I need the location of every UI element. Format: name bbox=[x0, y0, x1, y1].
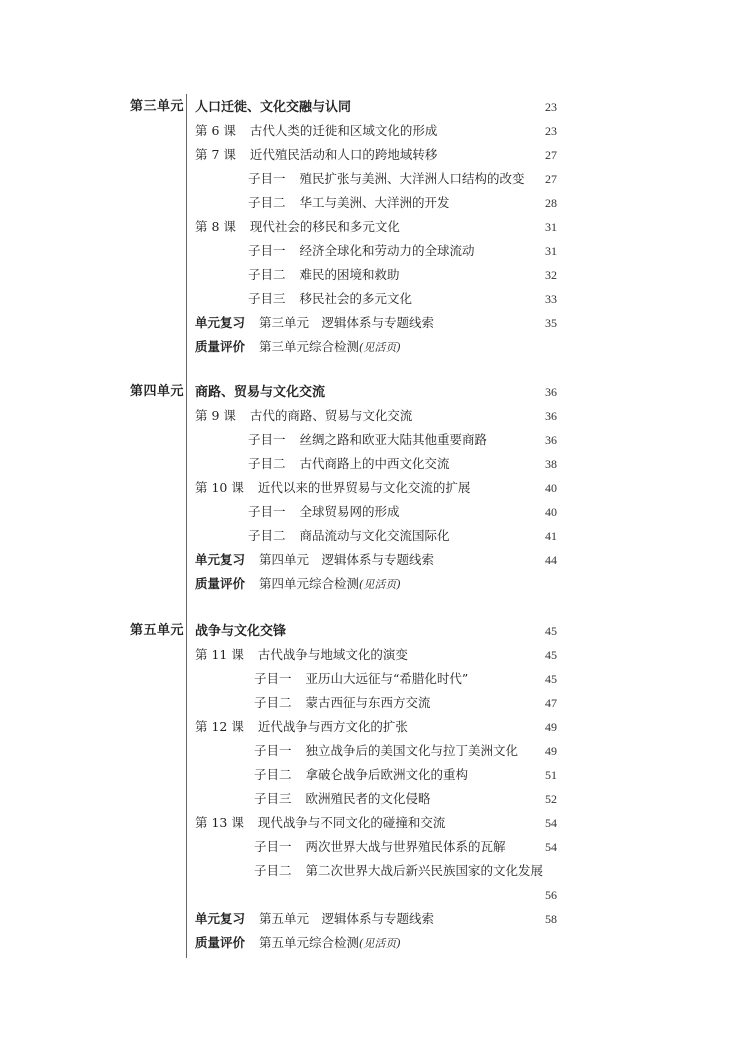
unit-label: 第五单元 bbox=[130, 623, 185, 638]
entry-text: 近代殖民活动和人口的跨地域转移 bbox=[249, 147, 438, 162]
entry-text: 第四单元综合检测 bbox=[259, 576, 360, 591]
lesson-row[interactable] bbox=[195, 121, 557, 141]
page-number: 31 bbox=[545, 220, 557, 234]
page-number: 51 bbox=[545, 768, 557, 782]
entry-text: 第三单元综合检测 bbox=[259, 339, 360, 354]
see-insert-note: (见活页) bbox=[359, 937, 401, 950]
subtopic-row[interactable] bbox=[254, 837, 557, 857]
review-row[interactable] bbox=[195, 337, 557, 357]
review-row[interactable] bbox=[195, 933, 557, 953]
page-number: 38 bbox=[545, 457, 557, 471]
entry-text: 丝绸之路和欧亚大陆其他重要商路 bbox=[299, 432, 488, 447]
subtopic-number: 子目一 bbox=[254, 671, 292, 686]
subtopic-number: 子目一 bbox=[254, 743, 292, 758]
subtopic-row[interactable] bbox=[248, 430, 557, 450]
page-number: 40 bbox=[545, 481, 557, 495]
lesson-number: 第 6 课 bbox=[195, 123, 236, 138]
unit-title: 商路、贸易与文化交流 bbox=[195, 385, 326, 400]
entry-text: 欧洲殖民者的文化侵略 bbox=[305, 791, 431, 806]
lesson-number: 第 13 课 bbox=[195, 815, 244, 830]
page-number: 54 bbox=[545, 840, 557, 854]
entry-text: 经济全球化和劳动力的全球流动 bbox=[299, 243, 475, 258]
page-number: 56 bbox=[545, 888, 557, 902]
lesson-row[interactable] bbox=[195, 645, 557, 665]
subtopic-row[interactable] bbox=[254, 669, 557, 689]
entry-text: 难民的困境和救助 bbox=[299, 267, 400, 282]
page-number: 23 bbox=[545, 124, 557, 138]
subtopic-row[interactable] bbox=[254, 789, 557, 809]
subtopic-row[interactable] bbox=[248, 193, 557, 213]
subtopic-number: 子目三 bbox=[248, 291, 286, 306]
page-number: 40 bbox=[545, 505, 557, 519]
page-number: 33 bbox=[545, 292, 557, 306]
page-number: 52 bbox=[545, 792, 557, 806]
review-row[interactable] bbox=[195, 909, 557, 929]
subtopic-number: 子目二 bbox=[248, 528, 286, 543]
lesson-row[interactable] bbox=[195, 478, 557, 498]
subtopic-row[interactable] bbox=[254, 885, 557, 905]
page-number: 27 bbox=[545, 148, 557, 162]
page-number: 31 bbox=[545, 244, 557, 258]
subtopic-number: 子目二 bbox=[254, 863, 292, 878]
entry-text: 古代战争与地域文化的演变 bbox=[257, 647, 408, 662]
entry-text: 古代商路上的中西文化交流 bbox=[299, 456, 450, 471]
lesson-number: 第 7 课 bbox=[195, 147, 236, 162]
entry-text: 古代的商路、贸易与文化交流 bbox=[249, 408, 413, 423]
page-number: 58 bbox=[545, 912, 557, 926]
entry-text: 现代社会的移民和多元文化 bbox=[249, 219, 400, 234]
subtopic-number: 子目一 bbox=[248, 171, 286, 186]
review-key: 质量评价 bbox=[195, 935, 246, 950]
entry-text: 亚历山大远征与“希腊化时代” bbox=[305, 671, 469, 686]
entry-text: 第三单元 逻辑体系与专题线索 bbox=[259, 315, 435, 330]
subtopic-row[interactable] bbox=[254, 741, 557, 761]
lesson-row[interactable] bbox=[195, 406, 557, 426]
entry-text: 华工与美洲、大洋洲的开发 bbox=[299, 195, 450, 210]
lesson-row[interactable] bbox=[195, 717, 557, 737]
entry-text: 现代战争与不同文化的碰撞和交流 bbox=[257, 815, 446, 830]
see-insert-note: (见活页) bbox=[359, 578, 401, 591]
review-key: 质量评价 bbox=[195, 339, 246, 354]
review-key: 质量评价 bbox=[195, 576, 246, 591]
page-number: 44 bbox=[545, 553, 557, 567]
subtopic-row[interactable] bbox=[248, 526, 557, 546]
review-key: 单元复习 bbox=[195, 552, 246, 567]
entry-text: 商品流动与文化交流国际化 bbox=[299, 528, 450, 543]
subtopic-row[interactable] bbox=[248, 502, 557, 522]
margin-rule bbox=[186, 94, 187, 958]
entry-text: 第五单元 逻辑体系与专题线索 bbox=[259, 911, 435, 926]
see-insert-note: (见活页) bbox=[359, 341, 401, 354]
subtopic-row[interactable] bbox=[248, 289, 557, 309]
page-number: 45 bbox=[545, 648, 557, 662]
subtopic-number: 子目一 bbox=[254, 839, 292, 854]
page-number: 49 bbox=[545, 744, 557, 758]
lesson-row[interactable] bbox=[195, 145, 557, 165]
entry-text: 独立战争后的美国文化与拉丁美洲文化 bbox=[305, 743, 519, 758]
subtopic-number: 子目二 bbox=[254, 695, 292, 710]
unit-label: 第三单元 bbox=[130, 99, 185, 114]
subtopic-row[interactable] bbox=[248, 169, 557, 189]
unit-label: 第四单元 bbox=[130, 384, 185, 399]
entry-text: 古代人类的迁徙和区域文化的形成 bbox=[249, 123, 438, 138]
page-number: 49 bbox=[545, 720, 557, 734]
subtopic-number: 子目二 bbox=[248, 267, 286, 282]
subtopic-row[interactable] bbox=[248, 265, 557, 285]
entry-text: 移民社会的多元文化 bbox=[299, 291, 413, 306]
page-number: 41 bbox=[545, 529, 557, 543]
unit-title: 战争与文化交锋 bbox=[195, 624, 287, 639]
review-row[interactable] bbox=[195, 574, 557, 594]
entry-text: 拿破仑战争后欧洲文化的重构 bbox=[305, 767, 469, 782]
unit-title-row[interactable] bbox=[195, 621, 557, 641]
subtopic-row[interactable] bbox=[254, 861, 557, 881]
review-row[interactable] bbox=[195, 313, 557, 333]
review-key: 单元复习 bbox=[195, 911, 246, 926]
review-row[interactable] bbox=[195, 550, 557, 570]
unit-title: 人口迁徙、文化交融与认同 bbox=[195, 100, 352, 115]
subtopic-row[interactable] bbox=[254, 693, 557, 713]
entry-text: 第五单元综合检测 bbox=[259, 935, 360, 950]
page-number: 27 bbox=[545, 172, 557, 186]
page-number: 28 bbox=[545, 196, 557, 210]
lesson-number: 第 9 课 bbox=[195, 408, 236, 423]
page-number: 23 bbox=[545, 100, 557, 114]
entry-text: 第二次世界大战后新兴民族国家的文化发展 bbox=[305, 863, 544, 878]
page-number: 36 bbox=[545, 409, 557, 423]
subtopic-row[interactable] bbox=[248, 454, 557, 474]
page-number: 36 bbox=[545, 385, 557, 399]
unit-title-row[interactable] bbox=[195, 97, 557, 117]
lesson-row[interactable] bbox=[195, 813, 557, 833]
subtopic-number: 子目三 bbox=[254, 791, 292, 806]
subtopic-number: 子目一 bbox=[248, 504, 286, 519]
page-number: 36 bbox=[545, 433, 557, 447]
subtopic-row[interactable] bbox=[248, 241, 557, 261]
entry-text: 殖民扩张与美洲、大洋洲人口结构的改变 bbox=[299, 171, 525, 186]
entry-text: 近代战争与西方文化的扩张 bbox=[257, 719, 408, 734]
unit-title-row[interactable] bbox=[195, 382, 557, 402]
lesson-row[interactable] bbox=[195, 217, 557, 237]
page-number: 45 bbox=[545, 672, 557, 686]
subtopic-number: 子目二 bbox=[248, 456, 286, 471]
entry-text: 近代以来的世界贸易与文化交流的扩展 bbox=[257, 480, 471, 495]
subtopic-number: 子目一 bbox=[248, 243, 286, 258]
lesson-number: 第 11 课 bbox=[195, 647, 244, 662]
lesson-number: 第 12 课 bbox=[195, 719, 244, 734]
entry-text: 第四单元 逻辑体系与专题线索 bbox=[259, 552, 435, 567]
page-number: 47 bbox=[545, 696, 557, 710]
subtopic-number: 子目二 bbox=[254, 767, 292, 782]
page-number: 45 bbox=[545, 624, 557, 638]
subtopic-number: 子目一 bbox=[248, 432, 286, 447]
entry-text: 两次世界大战与世界殖民体系的瓦解 bbox=[305, 839, 506, 854]
lesson-number: 第 8 课 bbox=[195, 219, 236, 234]
subtopic-row[interactable] bbox=[254, 765, 557, 785]
subtopic-number: 子目二 bbox=[248, 195, 286, 210]
page-number: 35 bbox=[545, 316, 557, 330]
page-number: 32 bbox=[545, 268, 557, 282]
page-number: 54 bbox=[545, 816, 557, 830]
lesson-number: 第 10 课 bbox=[195, 480, 244, 495]
review-key: 单元复习 bbox=[195, 315, 246, 330]
entry-text: 全球贸易网的形成 bbox=[299, 504, 400, 519]
entry-text: 蒙古西征与东西方交流 bbox=[305, 695, 431, 710]
